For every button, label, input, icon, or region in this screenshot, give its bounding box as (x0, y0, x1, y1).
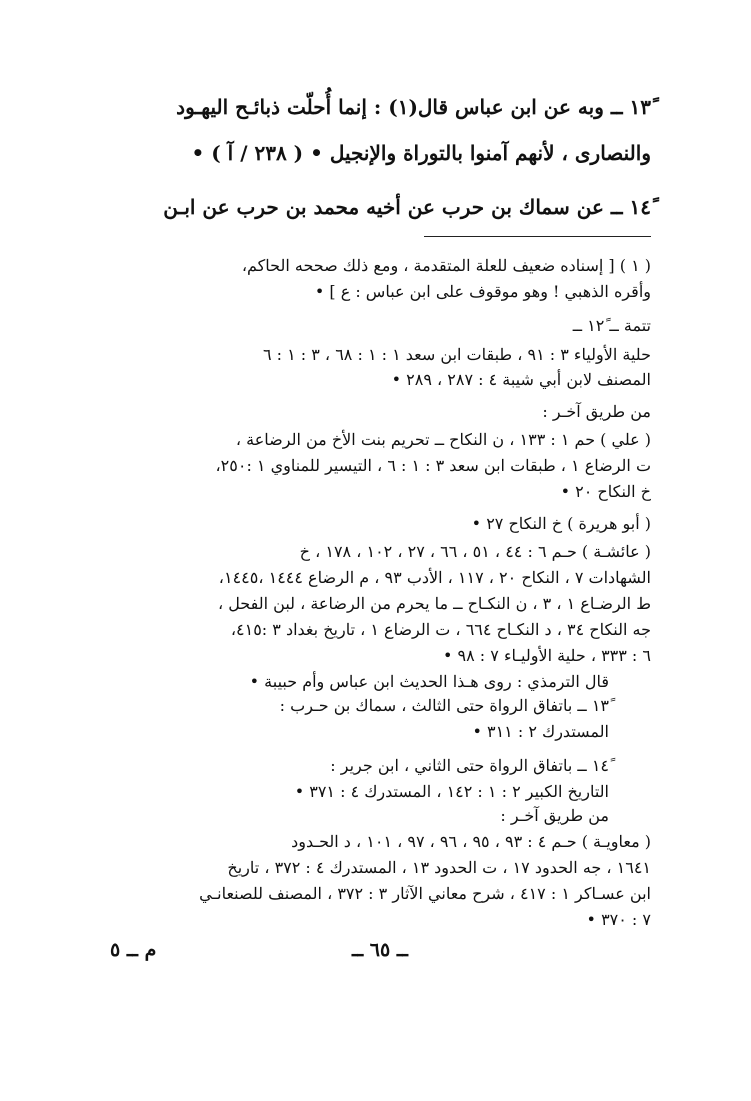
footnote-line-4: حلية الأولياء ٣ : ٩١ ، طبقات ابن سعد ١ : ١ : ٦٨ ، ٣ : ١ : ٦ (262, 345, 651, 364)
footnote-line-5: المصنف لابن أبي شيبة ٤ : ٢٨٧ ، ٢٨٩ • (391, 370, 651, 389)
footnote-line-22: ( معاويـة ) حـم ٤ : ٩٣ ، ٩٥ ، ٩٦ ، ٩٧ ، ١٠١ ، د الحـدود (291, 832, 651, 851)
page-number: ــ ٦٥ ــ (352, 939, 408, 961)
signature-mark: م ــ ٥ (110, 939, 157, 961)
footnote-line-15: ٦ : ٣٣٣ ، حلية الأوليـاء ٧ : ٩٨ • (443, 646, 651, 665)
footnote-line-19: ١٤ً ــ باتفاق الرواة حتى الثاني ، ابن جرير : (330, 756, 609, 775)
footnote-line-17: ١٣ً ــ باتفاق الرواة حتى الثالث ، سماك بن حـرب : (279, 696, 609, 715)
footnote-line-16: قال الترمذي : روى هـذا الحديث ابن عباس وأم حبيبة • (249, 672, 609, 691)
footnote-line-25: ٧ : ٣٧٠ • (586, 910, 651, 929)
main-text-line-2: والنصارى ، لأنهم آمنوا بالتوراة والإنجيل • ( ٢٣٨ / آ ) • (191, 141, 651, 165)
footnote-line-14: جه النكاح ٣٤ ، د النكـاح ٦٦٤ ، ت الرضاع ١ ، تاريخ بغداد ٣ :٤١٥، (230, 620, 651, 639)
footnote-line-11: ( عائشـة ) حـم ٦ : ٤٤ ، ٥١ ، ٦٦ ، ٢٧ ، ١٠٢ ، ١٧٨ ، خ (299, 542, 651, 561)
footnote-line-18: المستدرك ٢ : ٣١١ • (472, 722, 609, 741)
footnote-line-6: من طريق آخـر : (542, 402, 651, 421)
footnote-line-3: تتمة ــ ١٢ً ــ (572, 316, 651, 335)
footnote-line-21: من طريق آخـر : (500, 806, 609, 825)
footnote-line-20: التاريخ الكبير ٢ : ١ : ١٤٢ ، المستدرك ٤ : ٣٧١ • (294, 782, 609, 801)
footnote-line-1: ( ١ ) [ إسناده ضعيف للعلة المتقدمة ، ومع ذلك صححه الحاكم، (241, 256, 651, 275)
footnote-line-24: ابن عسـاكر ١ : ٤١٧ ، شرح معاني الآثار ٣ : ٣٧٢ ، المصنف للصنعانـي (199, 884, 651, 903)
footnote-line-23: ١٦٤١ ، جه الحدود ١٧ ، ت الحدود ١٣ ، المستدرك ٤ : ٣٧٢ ، تاريخ (227, 858, 651, 877)
footnote-line-9: خ النكاح ٢٠ • (560, 482, 651, 501)
main-text-line-3: ١٤ً ــ عن سماك بن حرب عن أخيه محمد بن حرب عن ابـن (163, 195, 651, 219)
footnote-line-10: ( أبو هريرة ) خ النكاح ٢٧ • (471, 514, 651, 533)
footnote-line-12: الشهادات ٧ ، النكاح ٢٠ ، ١١٧ ، الأدب ٩٣ ، م الرضاع ١٤٤٤ ،١٤٤٥، (218, 568, 651, 587)
footnote-line-8: ت الرضاع ١ ، طبقات ابن سعد ٣ : ١ : ٦ ، التيسير للمناوي ١ :٢٥٠، (215, 456, 651, 475)
main-text-line-1: ١٣ً ــ وبه عن ابن عباس قال(١) : إنما أُحلّت ذبائـح اليهـود (176, 95, 651, 119)
footnote-line-2: وأقره الذهبي ! وهو موقوف على ابن عباس : ع ] • (314, 282, 651, 301)
footnote-separator (424, 236, 651, 237)
footnote-line-7: ( علي ) حم ١ : ١٣٣ ، ن النكاح ــ تحريم بنت الأخ من الرضاعة ، (235, 430, 651, 449)
footnote-line-13: ط الرضـاع ١ ، ٣ ، ن النكـاح ــ ما يحرم من الرضاعة ، لبن الفحل ، (217, 594, 651, 613)
page-footer (0, 935, 751, 965)
